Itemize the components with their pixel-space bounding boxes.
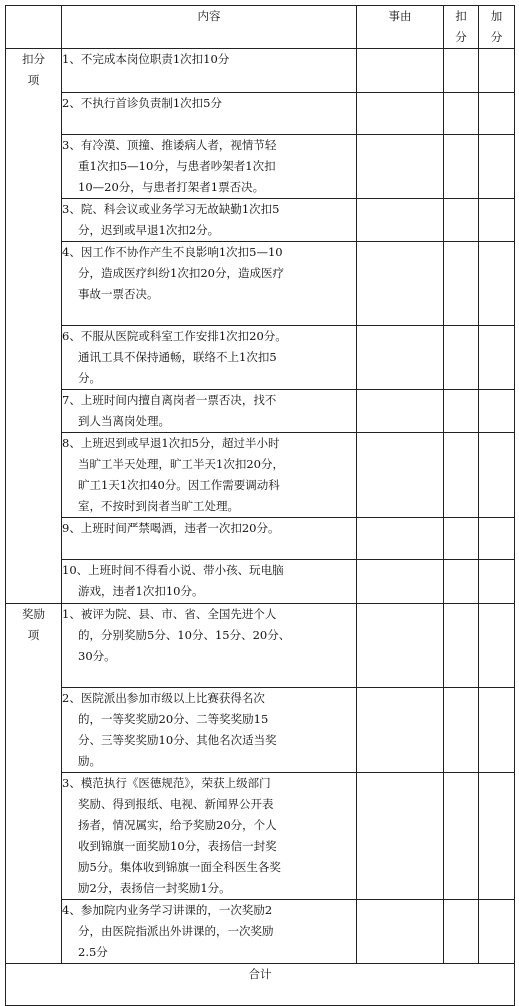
item-text-line: 9、上班时间严禁喝酒，违者一次扣20分。 [62,521,280,535]
item-text-line: 励5分。集体收到锦旗一面全科医生各奖 [78,860,281,874]
item-text-line: 的，一等奖奖励20分、二等奖奖励15 [78,712,269,726]
header-add-line: 分 [490,30,503,44]
table-row [6,900,515,964]
header-content: 内容 [62,6,357,49]
add-cell[interactable] [479,688,515,773]
item-text-line: 励。 [78,754,101,768]
reason-cell[interactable] [357,518,444,560]
add-cell[interactable] [479,518,515,560]
add-cell[interactable] [479,773,515,900]
item-content [62,688,357,773]
reason-cell[interactable] [357,433,444,518]
deduct-cell[interactable] [444,688,479,773]
item-content [62,604,357,688]
add-cell[interactable] [479,604,515,688]
item-text-line: 旷工1天1次扣40分。因工作需要调动科 [78,478,280,492]
table-row [6,433,515,518]
deduct-cell[interactable] [444,326,479,390]
item-text-line: 30分。 [78,649,116,663]
item-content [62,135,357,199]
header-add-line: 加 [490,9,503,23]
deduct-cell[interactable] [444,518,479,560]
header-row [6,6,515,49]
item-content [62,199,357,242]
section-label-line: 项 [27,73,40,87]
scoring-table [5,5,515,1006]
deduct-cell[interactable] [444,49,479,93]
header-add [479,6,515,49]
add-cell[interactable] [479,199,515,242]
reason-cell[interactable] [357,604,444,688]
item-text-line: 10—20分，与患者打架者1票否决。 [78,180,265,194]
reason-cell[interactable] [357,199,444,242]
deduct-cell[interactable] [444,93,479,135]
total-label: 合计 [6,964,515,1006]
item-text-line: 2、医院派出参加市级以上比赛获得名次 [62,691,265,705]
header-reason: 事由 [357,6,444,49]
add-cell[interactable] [479,93,515,135]
item-text-line: 1、被评为院、县、市、省、全国先进个人 [62,607,277,621]
item-text-line: 10、上班时间不得看小说、带小孩、玩电脑 [62,563,284,577]
item-text-line: 1、不完成本岗位职责1次扣10分 [62,52,230,66]
table-row [6,135,515,199]
item-text-line: 到人当离岗处理。 [78,414,170,428]
add-cell[interactable] [479,390,515,433]
table-row [6,242,515,326]
reason-cell[interactable] [357,688,444,773]
reason-cell[interactable] [357,135,444,199]
item-text-line: 2、不执行首诊负责制1次扣5分 [62,96,222,110]
deduct-cell[interactable] [444,604,479,688]
item-text-line: 3、院、科会议或业务学习无故缺勤1次扣5 [62,202,280,216]
item-content [62,773,357,900]
deduct-cell[interactable] [444,199,479,242]
reason-cell[interactable] [357,390,444,433]
item-text-line: 游戏，违者1次扣10分。 [78,584,204,598]
table-row [6,93,515,135]
item-content [62,900,357,964]
item-text-line: 7、上班时间内擅自离岗者一票否决，找不 [62,393,277,407]
section-label-line: 奖励 [22,607,45,621]
item-content [62,49,357,93]
item-text-line: 的，分别奖励5分、10分、15分、20分、 [78,628,291,642]
table-row [6,560,515,604]
item-text-line: 8、上班迟到或早退1次扣5分，超过半小时 [62,436,280,450]
item-text-line: 3、有冷漠、顶撞、推诿病人者，视情节轻 [62,138,277,152]
item-text-line: 分，迟到或早退1次扣2分。 [78,223,220,237]
add-cell[interactable] [479,560,515,604]
item-text-line: 3、模范执行《医德规范》，荣获上级部门 [62,776,271,790]
section-label-line: 项 [27,628,40,642]
add-cell[interactable] [479,49,515,93]
item-text-line: 事故一票否决。 [78,287,159,301]
item-content [62,560,357,604]
add-cell[interactable] [479,242,515,326]
item-text-line: 2.5分 [78,945,108,959]
table-row [6,390,515,433]
table-row [6,518,515,560]
reason-cell[interactable] [357,326,444,390]
item-text-line: 4、因工作不协作产生不良影响1次扣5—10 [62,245,283,259]
add-cell[interactable] [479,900,515,964]
item-text-line: 分，由医院指派出外讲课的，一次奖励 [78,924,274,938]
table-row [6,199,515,242]
table-row [6,326,515,390]
item-text-line: 当旷工半天处理，旷工半天1次扣20分， [78,457,284,471]
item-content [62,93,357,135]
section-label-line: 扣分 [22,52,45,66]
table-row [6,688,515,773]
item-text-line: 扬者，情况属实，给予奖励20分，个人 [78,818,277,832]
item-content [62,242,357,326]
item-text-line: 分，造成医疗纠纷1次扣20分，造成医疗 [78,266,284,280]
reason-cell[interactable] [357,900,444,964]
deduct-cell[interactable] [444,390,479,433]
item-content [62,518,357,560]
item-text-line: 室，不按时到岗者当旷工处理。 [78,499,239,513]
table-row [6,773,515,900]
deduct-cell[interactable] [444,242,479,326]
table-row [6,49,515,93]
deduct-cell[interactable] [444,560,479,604]
add-cell[interactable] [479,326,515,390]
item-text-line: 4、参加院内业务学习讲课的，一次奖励2 [62,903,273,917]
header-deduct [444,6,479,49]
reason-cell[interactable] [357,93,444,135]
section-label [6,604,62,964]
item-text-line: 通讯工具不保持通畅，联络不上1次扣5 [78,350,277,364]
reason-cell[interactable] [357,560,444,604]
item-content [62,390,357,433]
add-cell[interactable] [479,433,515,518]
item-text-line: 分。 [78,371,101,385]
item-content [62,433,357,518]
deduct-cell[interactable] [444,900,479,964]
header-deduct-line: 分 [455,30,467,44]
reason-cell[interactable] [357,49,444,93]
deduct-cell[interactable] [444,773,479,900]
header-deduct-line: 扣 [455,9,467,23]
item-text-line: 奖励、得到报纸、电视、新闻界公开表 [78,797,274,811]
item-text-line: 分、三等奖奖励10分、其他名次适当奖 [78,733,277,747]
table-row [6,604,515,688]
item-text-line: 6、不服从医院或科室工作安排1次扣20分。 [62,329,287,343]
reason-cell[interactable] [357,242,444,326]
item-text-line: 重1次扣5—10分，与患者吵架者1次扣 [78,159,276,173]
deduct-cell[interactable] [444,135,479,199]
add-cell[interactable] [479,135,515,199]
item-text-line: 励2分，表扬信一封奖励1分。 [78,881,231,895]
section-label [6,49,62,604]
item-text-line: 收到锦旗一面奖励10分，表扬信一封奖 [78,839,277,853]
deduct-cell[interactable] [444,433,479,518]
total-row [6,964,515,1006]
reason-cell[interactable] [357,773,444,900]
header-blank-cell [6,6,62,49]
item-content [62,326,357,390]
